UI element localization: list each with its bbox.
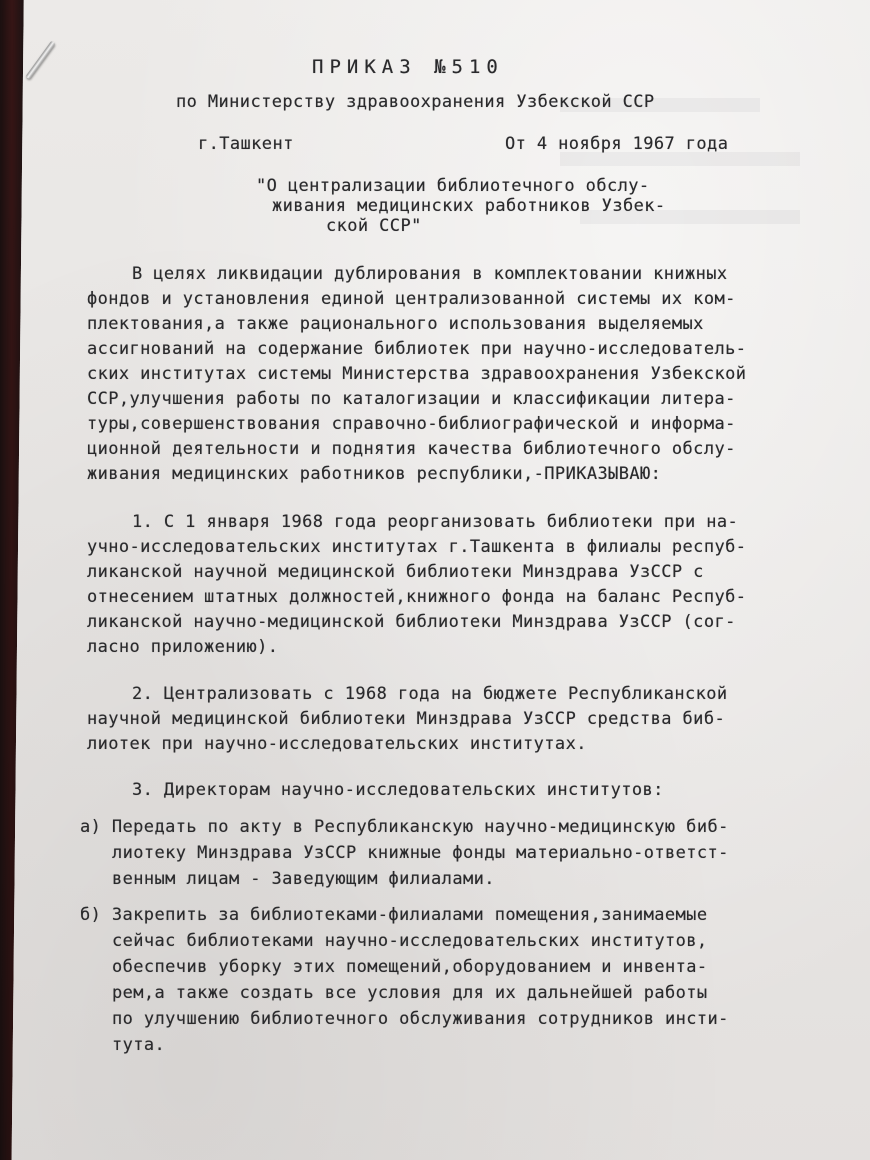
item2-line: лиотек при научно-исследовательских институтах. bbox=[87, 734, 587, 754]
item3b-line: б) Закрепить за библиотеками-филиалами помещения,занимаемые bbox=[80, 905, 708, 925]
preamble-line: ских институтах системы Министерства здравоохранения Узбекской bbox=[87, 364, 747, 384]
preamble-line: ционной деятельности и поднятия качества библиотечного обслу- bbox=[87, 439, 736, 459]
order-title: ПРИКАЗ №510 bbox=[312, 56, 504, 78]
order-heading-line: "О централизации библиотечного обслу- bbox=[256, 176, 650, 196]
preamble-line: ассигнований на содержание библиотек при научно-исследователь- bbox=[87, 339, 747, 359]
item3b-line: сейчас библиотеками научно-исследовательских институтов, bbox=[112, 931, 708, 951]
preamble-line: плектования,а также рационального использования выделяемых bbox=[87, 314, 704, 334]
preamble-line: В целях ликвидации дублирования в комплектовании книжных bbox=[132, 264, 728, 284]
preamble-line: туры,совершенствования справочно-библиографической и информа- bbox=[87, 414, 736, 434]
item3a-line: а) Передать по акту в Республиканскую научно-медицинскую биб- bbox=[80, 817, 729, 837]
item2-line: научной медицинской библиотеки Минздрава УзССР средства биб- bbox=[87, 709, 726, 729]
item3b-line: обеспечив уборку этих помещений,оборудованием и инвента- bbox=[112, 957, 708, 977]
item3a-line: венным лицам - Заведующим филиалами. bbox=[112, 869, 495, 889]
item3-line: 3. Директорам научно-исследовательских институтов: bbox=[132, 780, 664, 800]
item1-line: учно-исследовательских институтах г.Ташкента в филиалы респуб- bbox=[87, 537, 747, 557]
order-subtitle: по Министерству здравоохранения Узбекской ССР bbox=[176, 92, 655, 112]
item2-line: 2. Централизовать с 1968 года на бюджете Республиканской bbox=[132, 684, 728, 704]
item3a-line: лиотеку Минздрава УзССР книжные фонды материально-ответст- bbox=[112, 843, 729, 863]
order-date: От 4 ноября 1967 года bbox=[505, 134, 729, 154]
preamble-line: фондов и установления единой централизованной системы их ком- bbox=[87, 289, 736, 309]
item3b-line: по улучшению библиотечного обслуживания сотрудников инсти- bbox=[112, 1009, 729, 1029]
preamble-line: ССР,улучшения работы по каталогизации и классификации литера- bbox=[87, 389, 736, 409]
preamble-line: живания медицинских работников республики,-ПРИКАЗЫВАЮ: bbox=[87, 464, 662, 484]
item1-line: ликанской научно-медицинской библиотеки Минздрава УзССР (сог- bbox=[87, 612, 736, 632]
order-city: г.Ташкент bbox=[198, 134, 294, 154]
item1-line: отнесением штатных должностей,книжного фонда на баланс Респуб- bbox=[87, 587, 747, 607]
item1-line: ласно приложению). bbox=[87, 637, 279, 657]
order-heading-line: ской ССР" bbox=[326, 216, 422, 236]
item1-line: ликанской научной медицинской библиотеки Минздрава УзССР с bbox=[87, 562, 704, 582]
item3b-line: тута. bbox=[112, 1035, 166, 1055]
item1-line: 1. С 1 января 1968 года реорганизовать библиотеки при на- bbox=[132, 512, 739, 532]
order-heading-line: живания медицинских работников Узбек- bbox=[272, 196, 666, 216]
item3b-line: рем,а также создать все условия для их дальнейшей работы bbox=[112, 983, 708, 1003]
